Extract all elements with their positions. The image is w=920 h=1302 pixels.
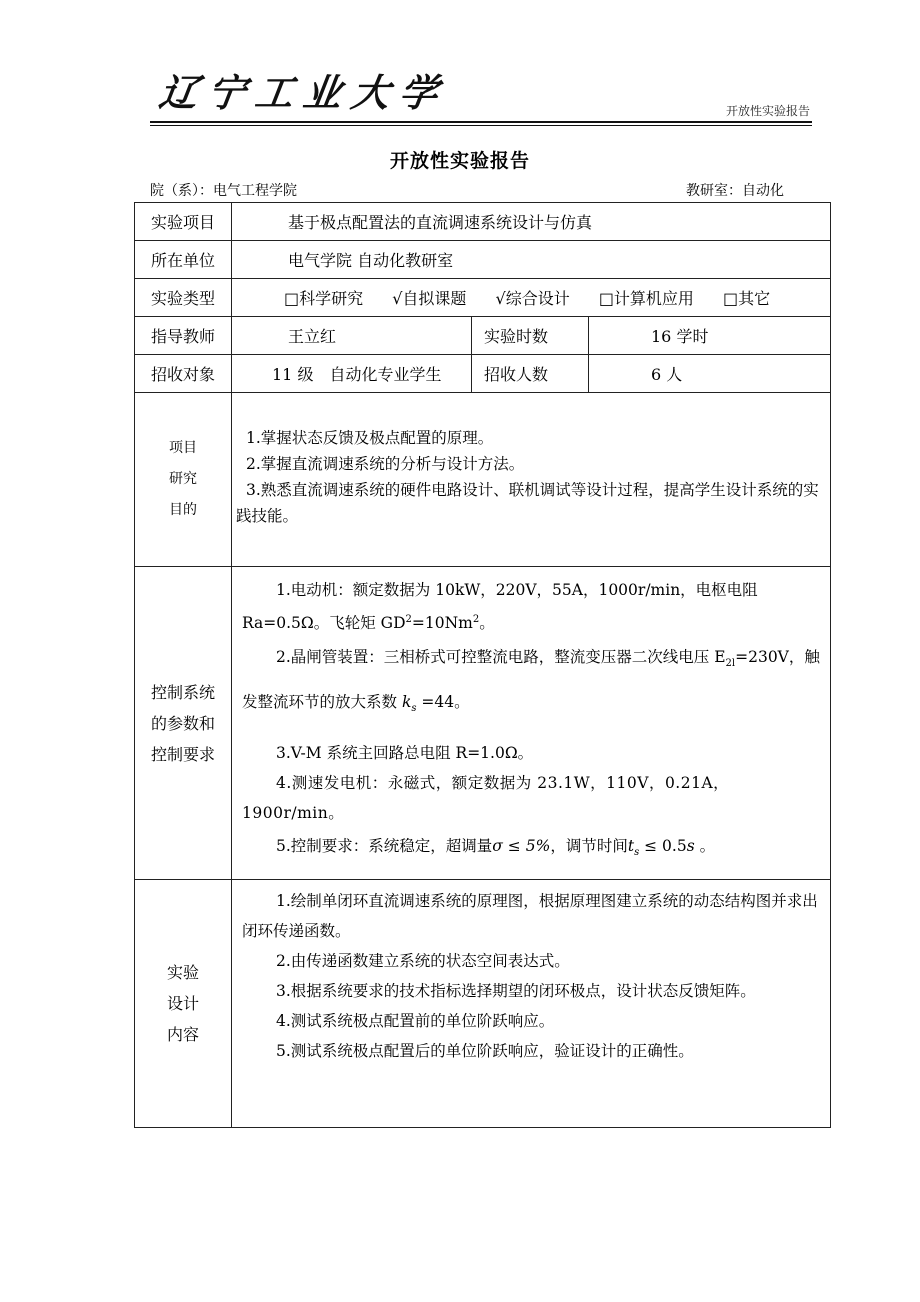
design-label-line: 设计 (166, 994, 199, 1014)
row-design (135, 880, 831, 1128)
row-params (135, 567, 831, 880)
header-report-label: 开放性实验报告 (725, 104, 810, 118)
option-scientific-research: □科学研究 (284, 289, 364, 308)
row-target (135, 355, 831, 393)
hours-value: 16 学时 (589, 317, 831, 355)
design-item: 2.由传递函数建立系统的状态空间表达式。 (276, 952, 570, 971)
purpose-label (135, 393, 232, 567)
target-value: 11 级 自动化专业学生 (232, 355, 472, 393)
header-rule-thick (150, 121, 812, 123)
report-table (134, 202, 831, 1128)
purpose-content (232, 393, 831, 567)
row-teacher (135, 317, 831, 355)
header-rule-thin (150, 125, 812, 126)
option-self-proposed: √自拟课题 (392, 289, 467, 308)
row-unit (135, 241, 831, 279)
target-label: 招收对象 (135, 355, 232, 393)
teacher-label: 指导教师 (135, 317, 232, 355)
page-title: 开放性实验报告 (389, 150, 530, 172)
row-type (135, 279, 831, 317)
params-label (135, 567, 232, 880)
type-label: 实验类型 (135, 279, 232, 317)
count-label: 招收人数 (472, 355, 589, 393)
param-resistance: 3.V-M 系统主回路总电阻 R=1.0Ω。 (276, 744, 534, 763)
hours-label: 实验时数 (472, 317, 589, 355)
project-label: 实验项目 (135, 203, 232, 241)
params-label-line: 的参数和 (150, 713, 215, 733)
purpose-label-line: 研究 (169, 471, 197, 487)
params-label-line: 控制系统 (150, 682, 215, 702)
department-label: 院（系）：电气工程学院 (150, 183, 297, 199)
params-label-line: 控制要求 (150, 744, 215, 764)
design-item: 5.测试系统极点配置后的单位阶跃响应，验证设计的正确性。 (276, 1042, 694, 1061)
params-content (232, 567, 831, 880)
row-project (135, 203, 831, 241)
param-thyristor: 2.晶闸管装置：三相桥式可控整流电路，整流变压器二次线电压 $E_{2l}=230V$，触发整流环节的放大系数 $k_s =44$。 (242, 648, 820, 715)
purpose-item: 1.掌握状态反馈及极点配置的原理。 (246, 429, 494, 447)
purpose-item: 2.掌握直流调速系统的分析与设计方法。 (246, 455, 525, 473)
row-purpose (135, 393, 831, 567)
university-logo: 辽宁工业大学 (156, 70, 451, 115)
type-options (232, 279, 831, 317)
design-label-line: 内容 (166, 1025, 199, 1045)
project-value: 基于极点配置法的直流调速系统设计与仿真 (232, 203, 831, 241)
option-comprehensive-design: √综合设计 (495, 289, 570, 308)
param-tachogenerator: 4.测速发电机：永磁式，额定数据为 23.1W，110V，0.21A，1900r/min。 (242, 774, 730, 823)
unit-value: 电气学院 自动化教研室 (232, 241, 831, 279)
design-item: 3.根据系统要求的技术指标选择期望的闭环极点，设计状态反馈矩阵。 (276, 982, 756, 1001)
param-requirement: 5.控制要求：系统稳定，超调量σ ≤ 5%，调节时间$t_s \le 0.5s$ 。 (276, 837, 716, 859)
option-other: □其它 (723, 289, 771, 308)
purpose-label-line: 项目 (169, 440, 197, 456)
purpose-label-line: 目的 (169, 502, 197, 518)
office-label: 教研室：自动化 (686, 183, 784, 199)
unit-label: 所在单位 (135, 241, 232, 279)
design-label (135, 880, 232, 1128)
param-motor: 1.电动机：额定数据为 10kW，220V，55A，1000r/min，电枢电阻 Ra=0.5Ω。飞轮矩 $GD^2=10Nm^2$。 (242, 581, 758, 633)
design-item: 4.测试系统极点配置前的单位阶跃响应。 (276, 1012, 555, 1031)
design-item: 1.绘制单闭环直流调速系统的原理图，根据原理图建立系统的动态结构图并求出闭环传递函数。 (242, 892, 818, 941)
teacher-value: 王立红 (232, 317, 472, 355)
design-label-line: 实验 (166, 963, 199, 983)
count-value: 6 人 (589, 355, 831, 393)
design-content (232, 880, 831, 1128)
option-computer-application: □计算机应用 (598, 289, 694, 308)
purpose-item: 3.熟悉直流调速系统的硬件电路设计、联机调试等设计过程，提高学生设计系统的实践技能。 (236, 481, 819, 525)
